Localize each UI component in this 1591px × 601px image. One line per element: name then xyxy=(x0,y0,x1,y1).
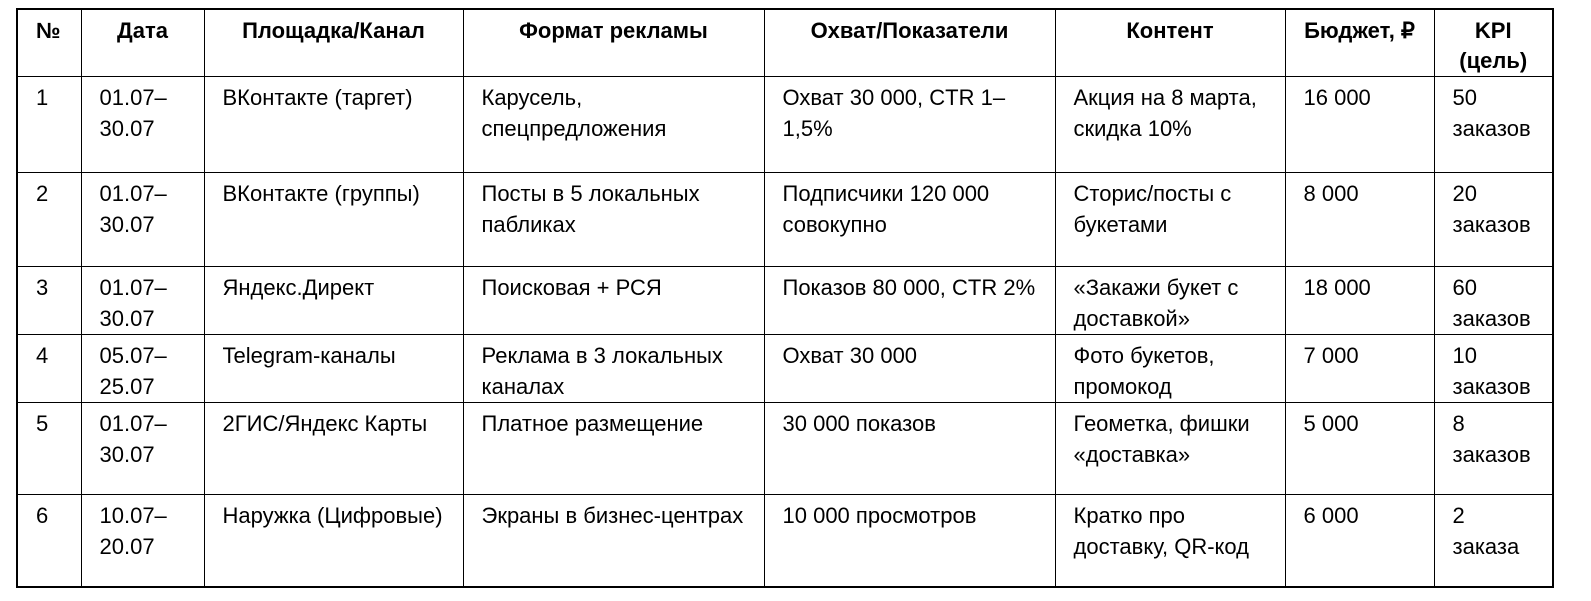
header-format: Формат рекламы xyxy=(463,9,764,77)
cell-reach: Подписчики 120 000 совокупно xyxy=(764,173,1055,267)
cell-num: 5 xyxy=(17,403,81,495)
cell-budget: 18 000 xyxy=(1285,267,1434,335)
cell-content: Акция на 8 марта, скидка 10% xyxy=(1055,77,1285,173)
cell-num: 4 xyxy=(17,335,81,403)
cell-num: 2 xyxy=(17,173,81,267)
cell-num: 1 xyxy=(17,77,81,173)
header-num: № xyxy=(17,9,81,77)
cell-reach: Показов 80 000, CTR 2% xyxy=(764,267,1055,335)
cell-format: Посты в 5 локальных пабликах xyxy=(463,173,764,267)
cell-kpi: 50 заказов xyxy=(1434,77,1553,173)
cell-platform: Наружка (Цифровые) xyxy=(204,495,463,587)
cell-format: Платное размещение xyxy=(463,403,764,495)
cell-platform: Яндекс.Директ xyxy=(204,267,463,335)
header-content: Контент xyxy=(1055,9,1285,77)
cell-reach: 30 000 показов xyxy=(764,403,1055,495)
table-row xyxy=(17,77,1553,173)
cell-platform: Telegram-каналы xyxy=(204,335,463,403)
header-kpi: KPI (цель) xyxy=(1434,9,1553,77)
cell-budget: 7 000 xyxy=(1285,335,1434,403)
cell-num: 6 xyxy=(17,495,81,587)
cell-budget: 16 000 xyxy=(1285,77,1434,173)
table-row xyxy=(17,335,1553,403)
cell-platform: ВКонтакте (группы) xyxy=(204,173,463,267)
ad-plan-table xyxy=(16,8,1554,588)
table-row xyxy=(17,495,1553,587)
cell-content: Геометка, фишки «доставка» xyxy=(1055,403,1285,495)
cell-date: 01.07–30.07 xyxy=(81,173,204,267)
cell-content: Фото букетов, промокод xyxy=(1055,335,1285,403)
cell-budget: 8 000 xyxy=(1285,173,1434,267)
header-budget: Бюджет, ₽ xyxy=(1285,9,1434,77)
table-row xyxy=(17,403,1553,495)
cell-reach: 10 000 просмотров xyxy=(764,495,1055,587)
cell-platform: ВКонтакте (таргет) xyxy=(204,77,463,173)
header-reach: Охват/Показатели xyxy=(764,9,1055,77)
cell-kpi: 60 заказов xyxy=(1434,267,1553,335)
ad-plan-table-container xyxy=(16,8,1554,588)
cell-num: 3 xyxy=(17,267,81,335)
table-header-row xyxy=(17,9,1553,77)
cell-kpi: 2 заказа xyxy=(1434,495,1553,587)
cell-date: 05.07–25.07 xyxy=(81,335,204,403)
cell-kpi: 8 заказов xyxy=(1434,403,1553,495)
header-date: Дата xyxy=(81,9,204,77)
cell-date: 01.07–30.07 xyxy=(81,403,204,495)
cell-format: Карусель, спецпредложения xyxy=(463,77,764,173)
cell-format: Реклама в 3 локальных каналах xyxy=(463,335,764,403)
cell-reach: Охват 30 000 xyxy=(764,335,1055,403)
cell-platform: 2ГИС/Яндекс Карты xyxy=(204,403,463,495)
cell-date: 01.07–30.07 xyxy=(81,77,204,173)
cell-content: «Закажи букет с доставкой» xyxy=(1055,267,1285,335)
table-row xyxy=(17,267,1553,335)
cell-reach: Охват 30 000, CTR 1–1,5% xyxy=(764,77,1055,173)
cell-budget: 6 000 xyxy=(1285,495,1434,587)
table-row xyxy=(17,173,1553,267)
cell-kpi: 10 заказов xyxy=(1434,335,1553,403)
cell-date: 10.07–20.07 xyxy=(81,495,204,587)
cell-format: Поисковая + РСЯ xyxy=(463,267,764,335)
cell-budget: 5 000 xyxy=(1285,403,1434,495)
cell-format: Экраны в бизнес-центрах xyxy=(463,495,764,587)
cell-content: Сторис/посты с букетами xyxy=(1055,173,1285,267)
cell-date: 01.07–30.07 xyxy=(81,267,204,335)
header-platform: Площадка/Канал xyxy=(204,9,463,77)
cell-kpi: 20 заказов xyxy=(1434,173,1553,267)
cell-content: Кратко про доставку, QR-код xyxy=(1055,495,1285,587)
